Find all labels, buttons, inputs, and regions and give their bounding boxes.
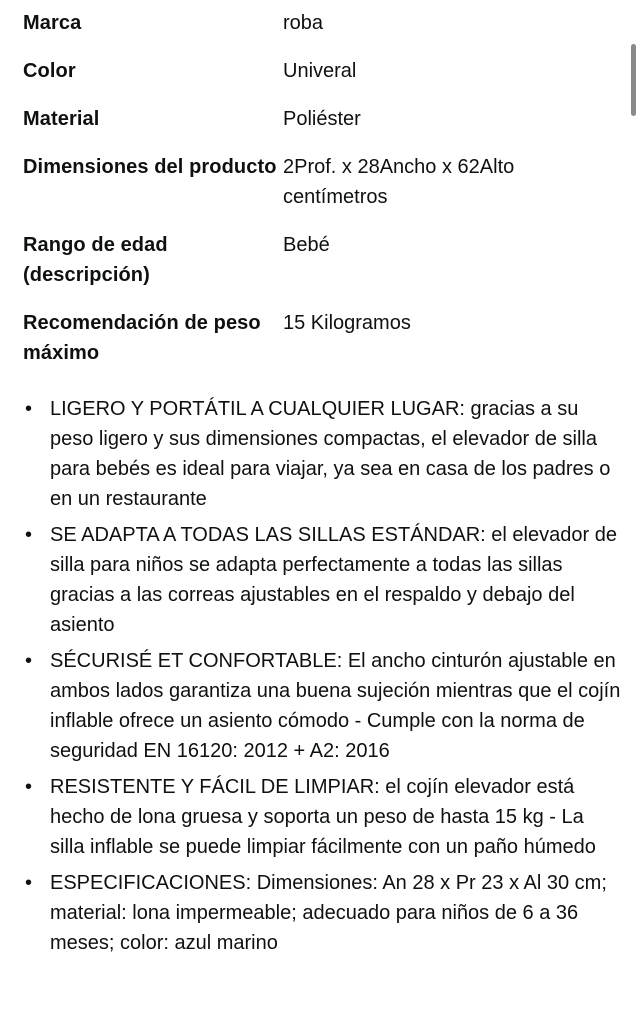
spec-row-color (23, 56, 623, 86)
feature-bullet-text: RESISTENTE Y FÁCIL DE LIMPIAR: el cojín elevador está hecho de lona gruesa y soporta un peso de hasta 15 kg - La silla inflable se puede limpiar fácilmente con un paño húmedo (50, 776, 596, 858)
vertical-scrollbar[interactable] (631, 44, 636, 116)
feature-bullet (23, 646, 623, 766)
spec-label: Dimensiones del producto (23, 156, 277, 178)
spec-row-dimensions (23, 152, 623, 212)
spec-value: roba (283, 12, 324, 34)
feature-bullet (23, 394, 623, 514)
spec-row-material (23, 104, 623, 134)
bullet-icon: • (25, 524, 33, 546)
feature-bullet-text: LIGERO Y PORTÁTIL A CUALQUIER LUGAR: gracias a su peso ligero y sus dimensiones compactas, el elevador de silla para bebés es ideal para viajar, ya sea en casa de los padres o en un restaurante (50, 398, 611, 510)
spec-row-max-weight (23, 308, 623, 368)
feature-bullet (23, 520, 623, 640)
spec-label: Recomendación de peso máximo (23, 312, 261, 364)
bullet-icon: • (25, 650, 33, 672)
spec-value: Bebé (283, 234, 330, 256)
feature-bullet-list (23, 394, 623, 964)
spec-row-age-range (23, 230, 623, 290)
spec-value: 15 Kilogramos (283, 312, 411, 334)
feature-bullet-text: ESPECIFICACIONES: Dimensiones: An 28 x Pr 23 x Al 30 cm; material: lona impermeable; adecuado para niños de 6 a 36 meses; color: azul marino (50, 872, 607, 954)
feature-bullet-text: SÉCURISÉ ET CONFORTABLE: El ancho cinturón ajustable en ambos lados garantiza una buena sujeción mientras que el cojín inflable ofrece un asiento cómodo - Cumple con la norma de seguridad EN 16120: 2012 + A2: 2016 (50, 650, 621, 762)
spec-value: Poliéster (283, 108, 361, 130)
spec-label: Color (23, 60, 76, 82)
feature-bullet-text: SE ADAPTA A TODAS LAS SILLAS ESTÁNDAR: el elevador de silla para niños se adapta perfectamente a todas las sillas gracias a las correas ajustables en el respaldo y debajo del asiento (50, 524, 617, 636)
bullet-icon: • (25, 776, 33, 798)
feature-bullet (23, 772, 623, 862)
bullet-icon: • (25, 398, 33, 420)
spec-label: Material (23, 108, 100, 130)
spec-label: Rango de edad (descripción) (23, 234, 168, 286)
spec-value: 2Prof. x 28Ancho x 62Alto centímetros (283, 156, 515, 208)
feature-bullet (23, 868, 623, 958)
spec-value: Univeral (283, 60, 357, 82)
bullet-icon: • (25, 872, 33, 894)
product-specs-table (23, 8, 623, 386)
spec-row-brand (23, 8, 623, 38)
spec-label: Marca (23, 12, 82, 34)
